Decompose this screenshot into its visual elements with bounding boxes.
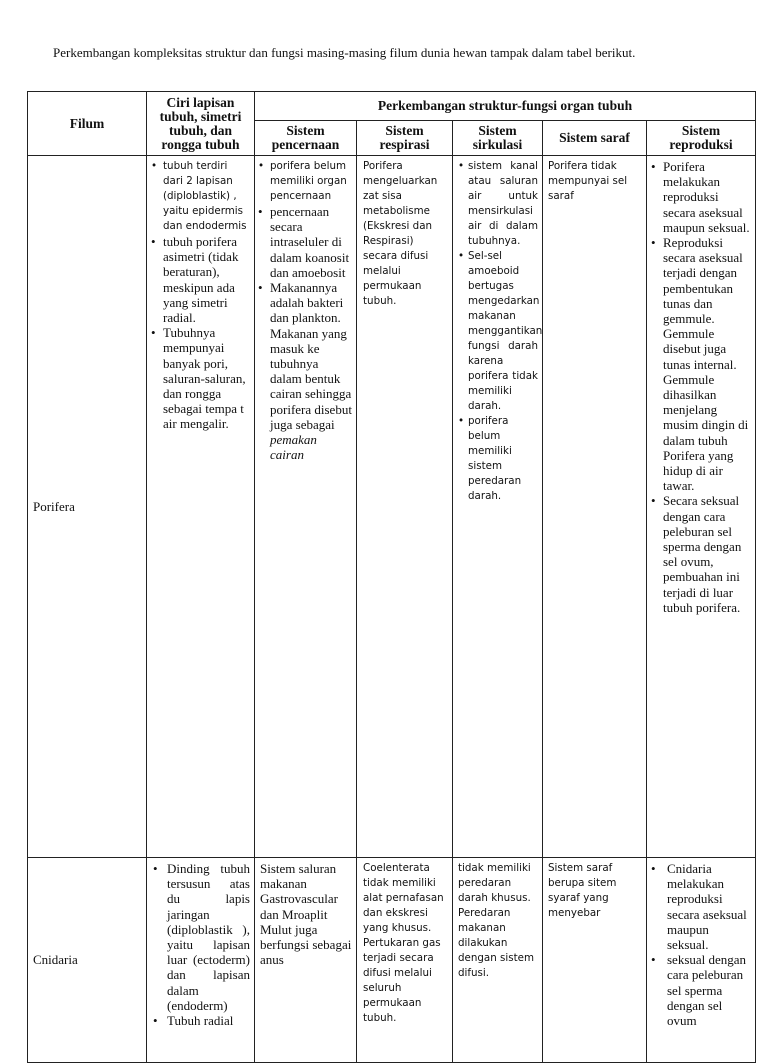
bullet-icon: • xyxy=(651,952,656,968)
bullet-icon: • xyxy=(151,325,156,341)
bullet-icon: • xyxy=(651,159,656,174)
bullet-icon: • xyxy=(258,160,265,172)
cnidaria-ciri-cell xyxy=(147,858,255,1063)
cnidaria-respirasi-cell: Coelenterata tidak memiliki alat pernafasan dan ekskresi yang khusus. Pertukaran gas terjadi secara difusi melalui seluruh permukaan tubuh. xyxy=(357,858,453,1063)
porifera-respirasi-cell: Porifera mengeluarkan zat sisa metabolisme (Ekskresi dan Respirasi) secara difusi melalui permukaan tubuh. xyxy=(357,156,453,858)
bullet-icon: • xyxy=(151,234,156,249)
list-item: • porifera belum memiliki sistem peredaran darah. xyxy=(458,415,522,502)
porifera-sirkulasi-cell xyxy=(453,156,543,858)
list-item: • pencernaan secara intraseluler di dalam koanosit dan amoebosit xyxy=(258,204,350,280)
list-item: • seksual dengan cara peleburan sel sperma dengan sel ovum xyxy=(651,952,747,1029)
header-pencernaan: Sistem pencernaan xyxy=(255,121,357,156)
list-item: • Makanannya adalah bakteri dan plankton. Makanan yang masuk ke tubuhnya dalam bentuk cairan sehingga porifera disebut juga sebagai pemakan cairan xyxy=(258,280,352,463)
list-item: • Sel-sel amoeboid bertugas mengedarkan makanan menggantikan fungsi darah karena porifera tidak memiliki darah. xyxy=(458,250,543,412)
list-item: • Porifera melakukan reproduksi secara aseksual maupun seksual. xyxy=(651,159,750,235)
bullet-icon: • xyxy=(258,204,263,219)
header-saraf: Sistem saraf xyxy=(543,121,647,156)
header-filum: Filum xyxy=(28,92,147,156)
list-item: • tubuh porifera asimetri (tidak beraturan), meskipun ada yang simetri radial. xyxy=(151,234,239,326)
bullet-icon: • xyxy=(651,861,656,876)
header-ciri: Ciri lapisan tubuh, simetri tubuh, dan rongga tubuh xyxy=(147,92,255,156)
bullet-icon: • xyxy=(651,235,656,251)
cnidaria-reproduksi-cell xyxy=(647,858,756,1063)
bullet-icon: • xyxy=(153,1013,158,1029)
filum-cnidaria: Cnidaria xyxy=(28,858,147,1063)
table-row-porifera xyxy=(28,156,756,858)
list-item: • Dinding tubuh tersusun atas du lapis jaringan (diploblastik ), yaitu lapisan luar (ectoderm) dan lapisan dalam (endoderm) xyxy=(153,861,250,1013)
list-item: • porifera belum memiliki organ pencernaan xyxy=(258,160,347,202)
cnidaria-sirkulasi-cell: tidak memiliki peredaran darah khusus. Peredaran makanan dilakukan dengan sistem difusi. xyxy=(453,858,543,1063)
bullet-icon: • xyxy=(458,250,465,262)
porifera-ciri-cell xyxy=(147,156,255,858)
porifera-reproduksi-cell xyxy=(647,156,756,858)
header-respirasi: Sistem respirasi xyxy=(357,121,453,156)
list-item: • Tubuh radial xyxy=(153,1013,234,1029)
header-reproduksi: Sistem reproduksi xyxy=(647,121,756,156)
list-item: • Reproduksi secara aseksual terjadi dengan pembentukan tunas dan gemmule. Gemmule disebut juga tunas internal. Gemmule dihasilkan menjelang musim dingin di dalam tubuh Porifera yang hidup di air tawar. xyxy=(651,235,749,494)
porifera-saraf-cell: Porifera tidak mempunyai sel saraf xyxy=(543,156,647,858)
bullet-icon: • xyxy=(651,493,656,509)
list-item: • Tubuhnya mempunyai banyak pori, saluran-saluran, dan rongga sebagai tempa t air mengalir. xyxy=(151,325,246,432)
bullet-icon: • xyxy=(153,861,158,876)
table-row-cnidaria xyxy=(28,858,756,1063)
phylum-table xyxy=(27,91,756,1063)
cnidaria-pencernaan-cell: Sistem saluran makanan Gastrovascular dan Mroaplit Mulut juga berfungsi sebagai anus xyxy=(255,858,357,1063)
header-sirkulasi: Sistem sirkulasi xyxy=(453,121,543,156)
cnidaria-saraf-cell: Sistem saraf berupa sitem syaraf yang menyebar xyxy=(543,858,647,1063)
list-item: • Secara seksual dengan cara peleburan sel sperma dengan sel ovum, pembuahan ini terjadi di luar tubuh porifera. xyxy=(651,493,742,615)
italic-text: pemakan cairan xyxy=(270,432,317,463)
bullet-icon: • xyxy=(151,160,158,172)
list-item: • Cnidaria melakukan reproduksi secara aseksual maupun seksual. xyxy=(651,861,747,953)
bullet-icon: • xyxy=(458,160,465,172)
list-item: • sistem kanal atau saluran air untuk mensirkulasi air di dalam tubuhnya. xyxy=(458,160,538,247)
list-item: • tubuh terdiri dari 2 lapisan (diploblastik) , yaitu epidermis dan endodermis xyxy=(151,160,247,232)
bullet-icon: • xyxy=(258,280,263,296)
filum-porifera: Porifera xyxy=(28,156,147,858)
intro-paragraph: Perkembangan kompleksitas struktur dan fungsi masing-masing filum dunia hewan tampak dalam tabel berikut. xyxy=(53,45,636,60)
header-group: Perkembangan struktur-fungsi organ tubuh xyxy=(255,92,756,121)
porifera-pencernaan-cell xyxy=(255,156,357,858)
bullet-icon: • xyxy=(458,415,465,427)
